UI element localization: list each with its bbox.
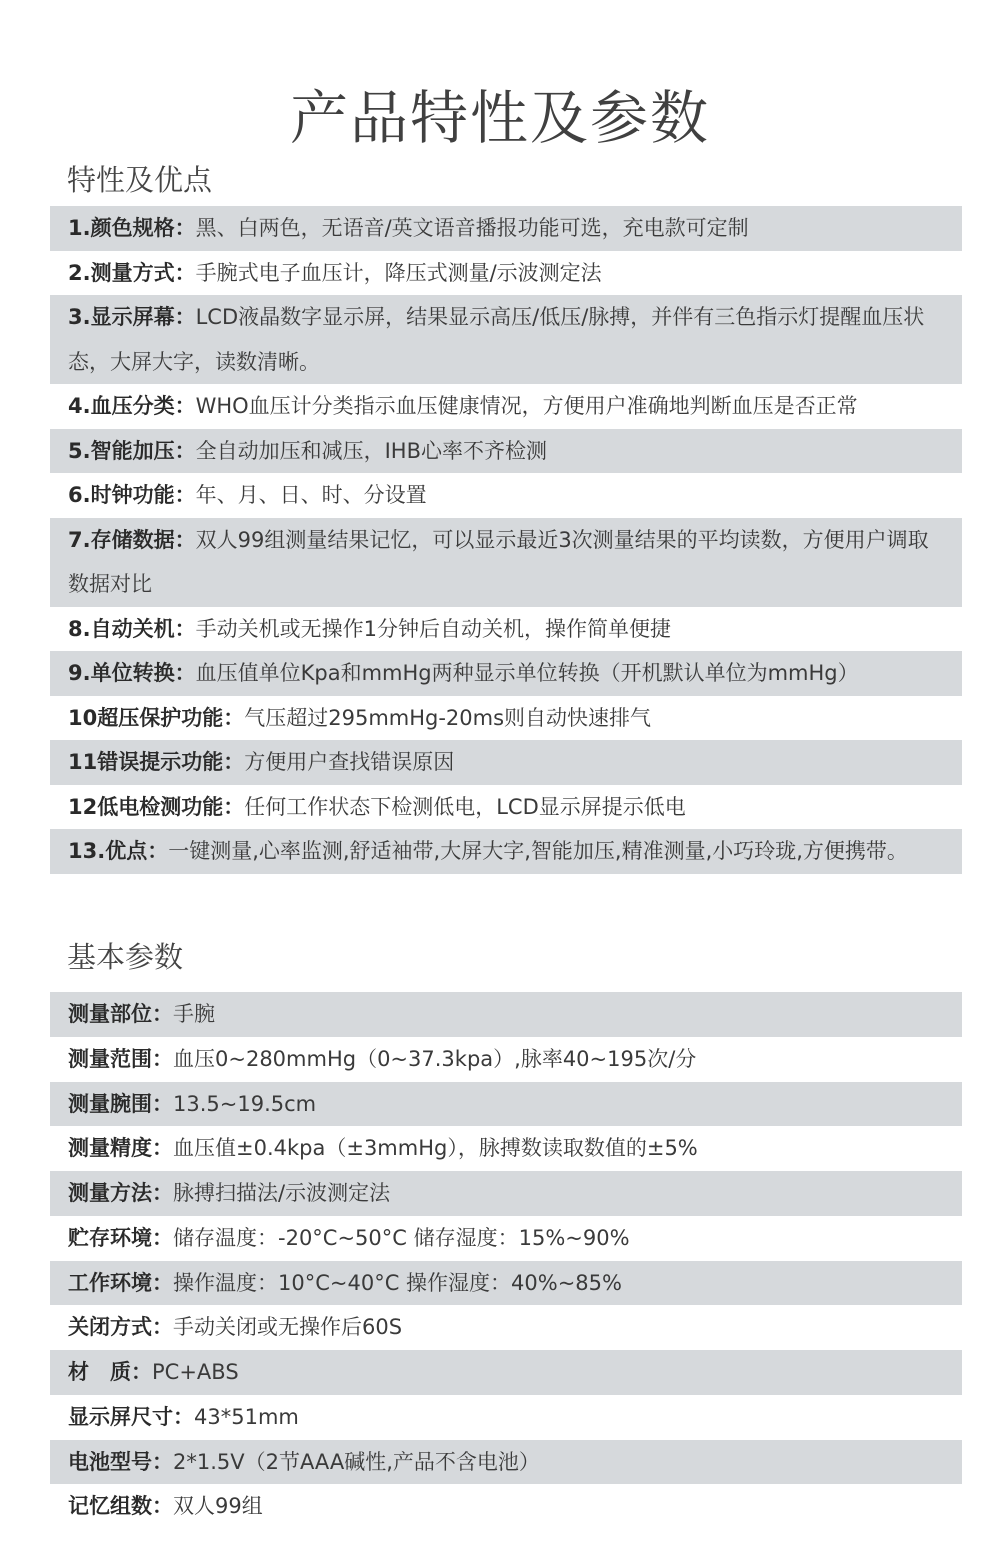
feature-row-advantages — [50, 829, 962, 874]
param-label: 测量方法： — [68, 1181, 173, 1206]
feature-row-method — [50, 251, 962, 296]
param-value: 血压值±0.4kpa（±3mmHg），脉搏数读取数值的±5% — [173, 1136, 698, 1161]
feature-text: LCD液晶数字显示屏，结果显示高压/低压/脉搏，并伴有三色指示灯提醒血压状态，大屏大字，读数清晰。 — [68, 305, 925, 374]
feature-row-auto-off — [50, 607, 962, 652]
param-row-method — [50, 1171, 962, 1216]
feature-label: 7.存储数据： — [68, 527, 196, 552]
feature-row-inflation — [50, 429, 962, 474]
param-row-screen-size — [50, 1395, 962, 1440]
param-value: 操作温度：10°C~40°C 操作湿度：40%~85% — [173, 1270, 622, 1295]
features-heading: 特性及优点 — [67, 163, 213, 197]
feature-text: 气压超过295mmHg-20ms则自动快速排气 — [244, 705, 652, 730]
param-row-work-env — [50, 1261, 962, 1306]
param-value: 血压0~280mmHg（0~37.3kpa）,脉率40~195次/分 — [173, 1046, 697, 1071]
feature-text: 血压值单位Kpa和mmHg两种显示单位转换（开机默认单位为mmHg） — [195, 661, 859, 685]
feature-text: 全自动加压和减压，IHB心率不齐检测 — [195, 438, 547, 463]
feature-text: 一键测量,心率监测,舒适袖带,大屏大字,智能加压,精准测量,小巧玲珑,方便携带。 — [168, 839, 908, 863]
param-label: 测量精度： — [68, 1136, 173, 1161]
param-row-accuracy — [50, 1126, 962, 1171]
feature-text: 双人99组测量结果记忆，可以显示最近3次测量结果的平均读数，方便用户调取数据对比 — [68, 527, 929, 596]
param-label: 显示屏尺寸： — [68, 1404, 194, 1429]
params-list — [50, 992, 962, 1529]
param-value: PC+ABS — [152, 1360, 239, 1385]
param-label: 工作环境： — [68, 1270, 173, 1295]
feature-label: 5.智能加压： — [68, 438, 196, 463]
param-row-site — [50, 992, 962, 1037]
feature-row-low-battery — [50, 785, 962, 830]
feature-row-overpressure — [50, 696, 962, 741]
param-value: 脉搏扫描法/示波测定法 — [173, 1181, 391, 1206]
feature-label: 9.单位转换： — [68, 661, 196, 685]
param-label: 测量范围： — [68, 1046, 173, 1071]
feature-label: 12低电检测功能： — [68, 794, 245, 819]
param-value: 2*1.5V（2节AAA碱性,产品不含电池） — [173, 1449, 540, 1474]
param-label: 关闭方式： — [68, 1315, 173, 1340]
feature-row-error — [50, 740, 962, 785]
feature-row-display — [50, 295, 962, 384]
feature-label: 6.时钟功能： — [68, 483, 196, 507]
feature-label: 2.测量方式： — [68, 260, 196, 285]
param-value: 储存温度：-20°C~50°C 储存湿度：15%~90% — [173, 1225, 630, 1250]
param-row-range — [50, 1037, 962, 1082]
feature-label: 11错误提示功能： — [68, 750, 245, 774]
param-row-memory — [50, 1484, 962, 1529]
param-value: 手腕 — [173, 1002, 215, 1027]
param-label: 贮存环境： — [68, 1225, 173, 1250]
feature-label: 8.自动关机： — [68, 616, 196, 641]
param-label: 材 质： — [68, 1360, 152, 1385]
feature-row-classification — [50, 384, 962, 429]
features-list — [50, 206, 962, 874]
param-label: 电池型号： — [68, 1449, 173, 1474]
feature-row-unit — [50, 651, 962, 696]
feature-label: 13.优点： — [68, 839, 169, 863]
params-heading: 基本参数 — [67, 940, 184, 974]
feature-label: 3.显示屏幕： — [68, 305, 196, 329]
param-label: 测量部位： — [68, 1002, 173, 1027]
feature-text: 年、月、日、时、分设置 — [195, 483, 427, 507]
feature-text: 手动关机或无操作1分钟后自动关机，操作简单便捷 — [195, 616, 671, 641]
param-value: 手动关闭或无操作后60S — [173, 1315, 403, 1340]
param-label: 测量腕围： — [68, 1091, 173, 1116]
feature-text: 任何工作状态下检测低电，LCD显示屏提示低电 — [244, 794, 686, 819]
feature-text: 方便用户查找错误原因 — [244, 750, 455, 774]
param-label: 记忆组数： — [68, 1494, 173, 1519]
param-row-wrist — [50, 1082, 962, 1127]
feature-label: 10超压保护功能： — [68, 705, 245, 730]
param-row-material — [50, 1350, 962, 1395]
feature-row-color — [50, 206, 962, 251]
param-row-battery — [50, 1440, 962, 1485]
param-row-storage-env — [50, 1216, 962, 1261]
param-value: 13.5~19.5cm — [173, 1091, 317, 1116]
feature-label: 4.血压分类： — [68, 394, 196, 418]
feature-text: 黑、白两色，无语音/英文语音播报功能可选，充电款可定制 — [195, 216, 749, 240]
feature-text: 手腕式电子血压计，降压式测量/示波测定法 — [195, 260, 602, 285]
param-value: 双人99组 — [173, 1494, 263, 1519]
feature-row-storage — [50, 518, 962, 607]
feature-label: 1.颜色规格： — [68, 216, 196, 240]
feature-text: WHO血压计分类指示血压健康情况，方便用户准确地判断血压是否正常 — [195, 394, 858, 418]
param-value: 43*51mm — [194, 1404, 299, 1429]
feature-row-clock — [50, 473, 962, 518]
param-row-shutdown — [50, 1305, 962, 1350]
page-title: 产品特性及参数 — [289, 84, 710, 152]
